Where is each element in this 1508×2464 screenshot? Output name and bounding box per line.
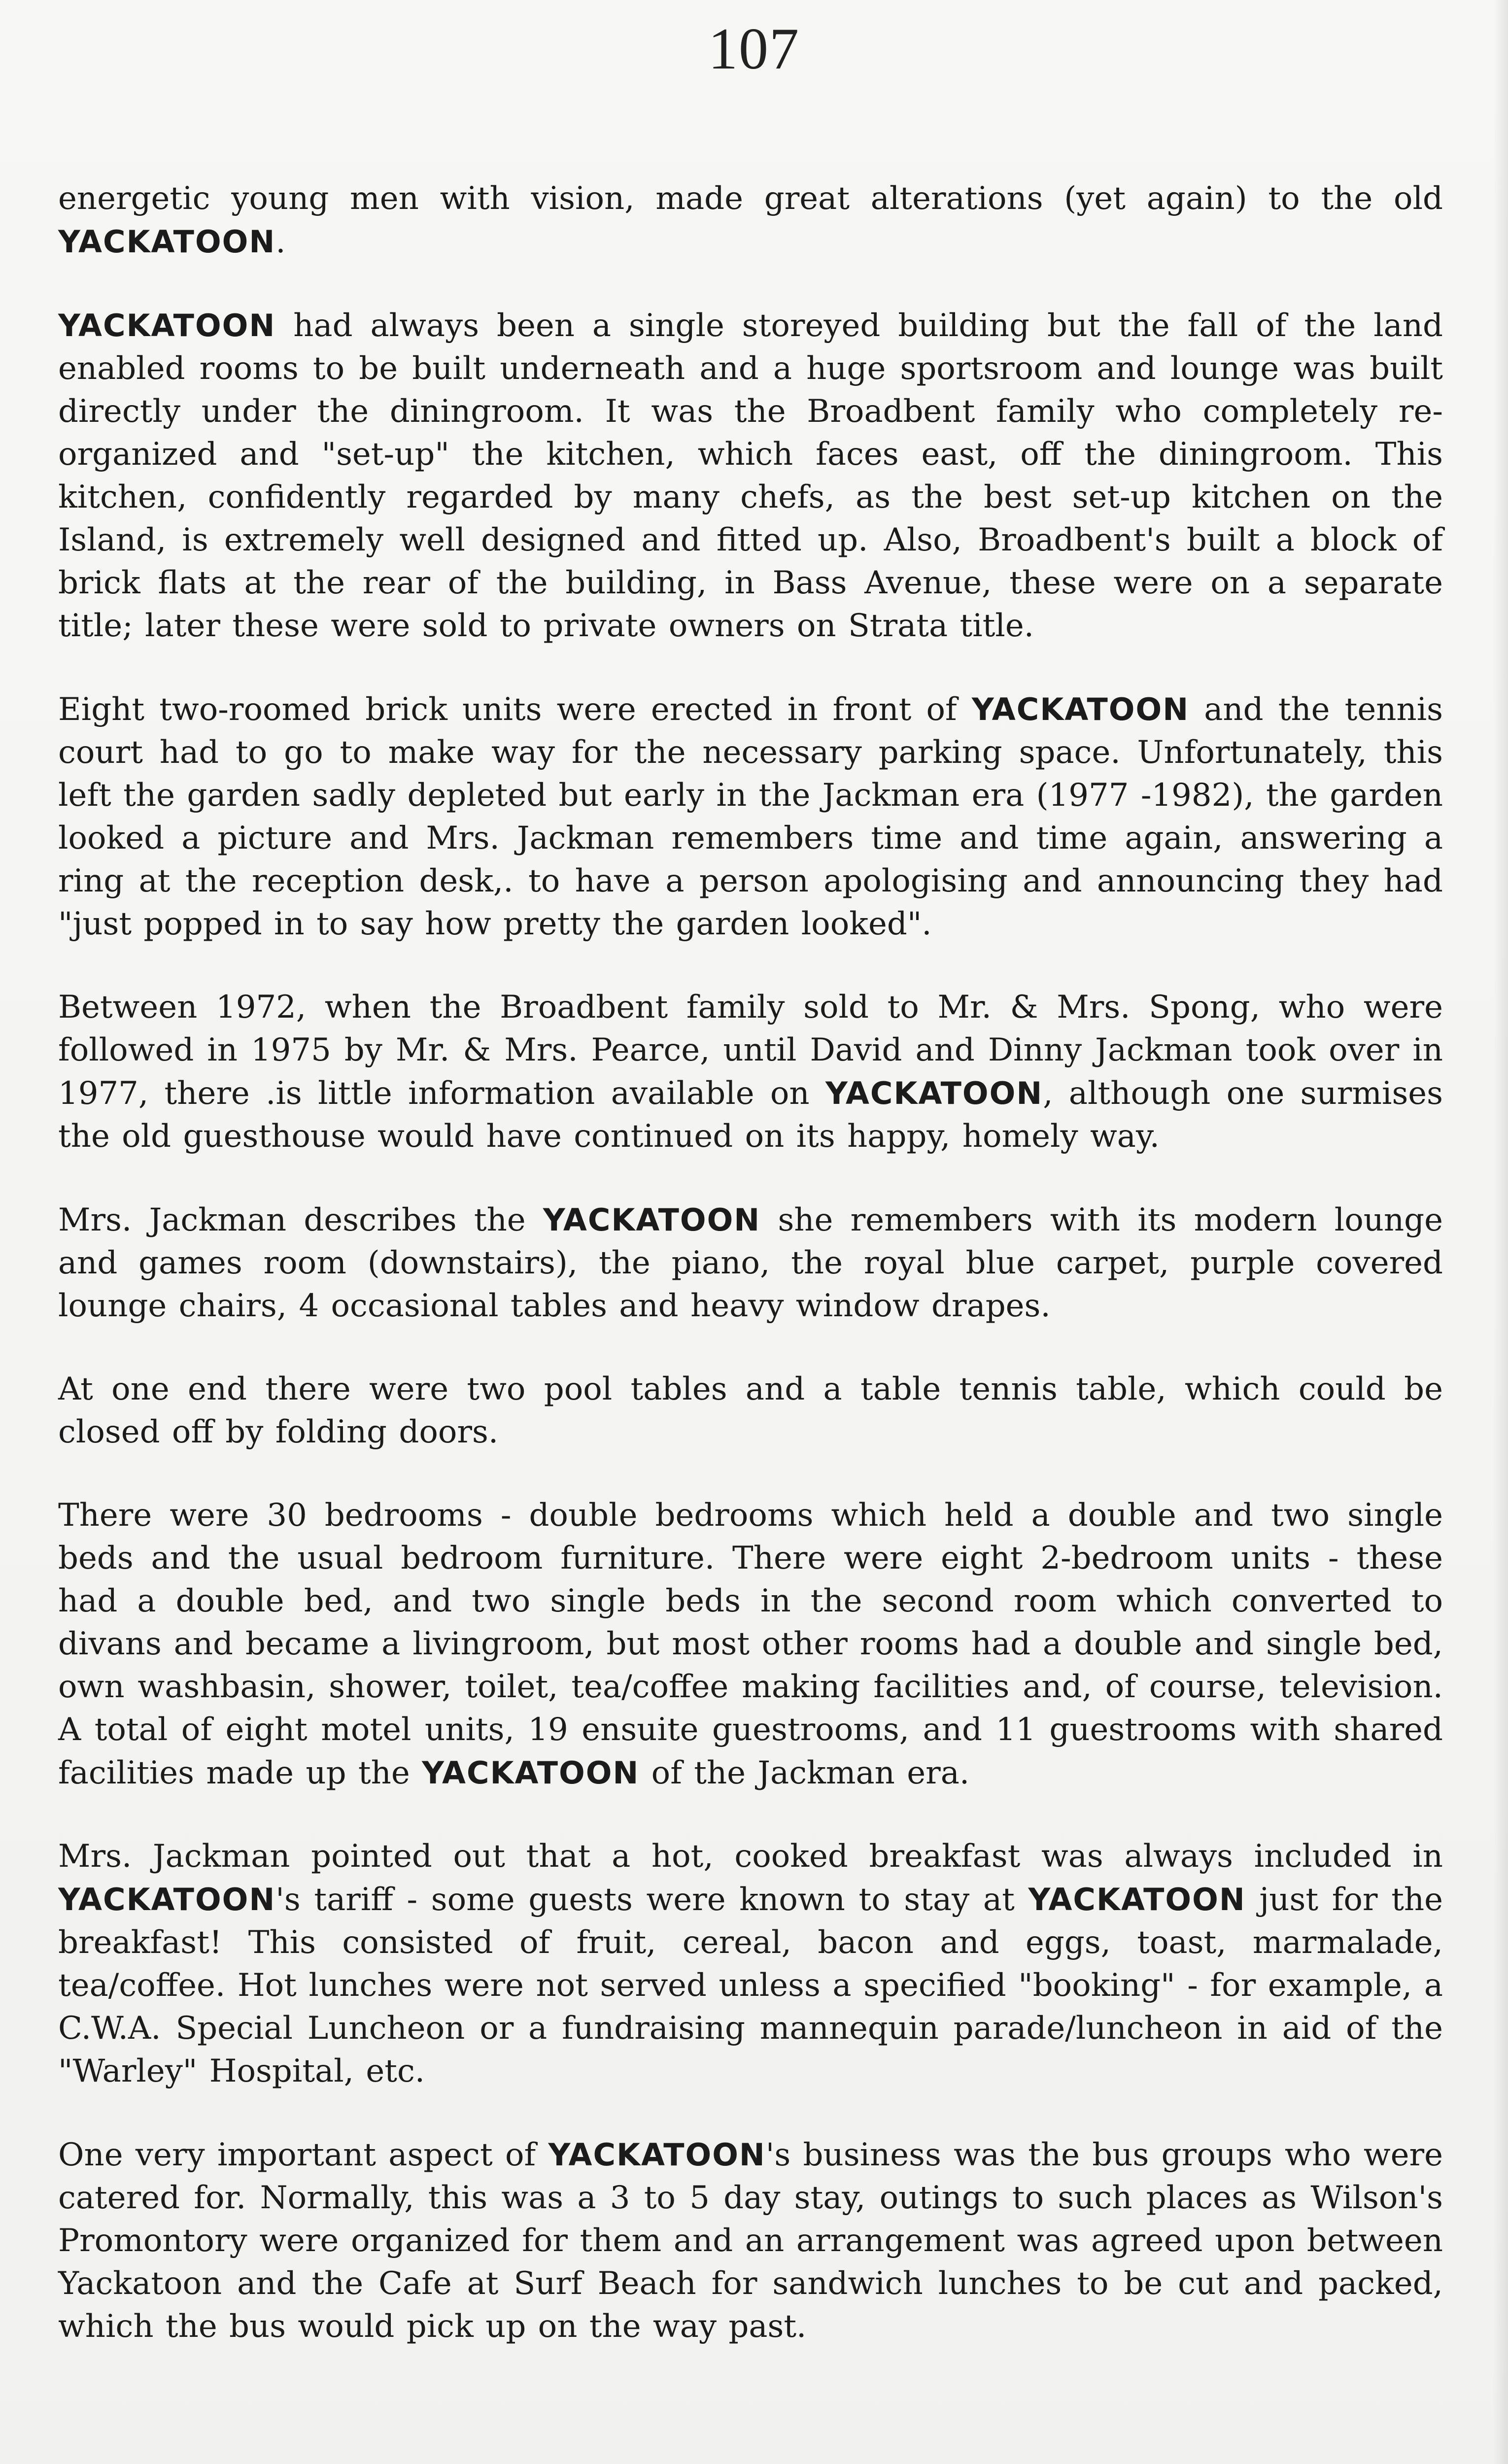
paragraph-5 [58, 1198, 1443, 1328]
paragraph-9 [58, 2133, 1443, 2348]
text-run: had always been a single storeyed building but the fall of the land enabled rooms to be built underneath and a huge sportsroom and lounge was built directly under the diningroom. It was the Broadbent family who completely re-organized and "set-up" the kitchen, which faces east, off the diningroom. This kitchen, confidently regarded by many chefs, as the best set-up kitchen on the Island, is extremely well designed and fitted up. Also, Broadbent's built a block of brick flats at the rear of the building, in Bass Avenue, these were on a separate title; later these were sold to private owners on Strata title. [58, 308, 1443, 644]
bold-name: YACKATOON [58, 308, 276, 343]
text-run: 's tariff - some guests were known to stay at [275, 1882, 1028, 1918]
paragraph-1 [58, 177, 1443, 264]
bold-name: YACKATOON [1028, 1882, 1246, 1917]
bold-name: YACKATOON [58, 1882, 276, 1917]
text-run: Mrs. Jackman pointed out that a hot, cooked breakfast was always included in [58, 1838, 1443, 1875]
paragraph-7 [58, 1494, 1443, 1795]
text-run: of the Jackman era. [639, 1755, 970, 1791]
text-run: energetic young men with vision, made great alterations (yet again) to the old [58, 180, 1443, 217]
text-run: , although one surmises the old guesthouse would have continued on its happy, homely way. [58, 1075, 1443, 1155]
text-run: Between 1972, when the Broadbent family sold to Mr. & Mrs. Spong, who were followed in 1975 by Mr. & Mrs. Pearce, until David and Dinny Jackman took over in 1977, there .is little information available on [58, 989, 1443, 1112]
paragraph-3 [58, 688, 1443, 946]
bold-name: YACKATOON [543, 1202, 761, 1238]
text-run: and the tennis court had to go to make way for the necessary parking space. Unfortunately, this left the garden sadly depleted but early in the Jackman era (1977 -1982), the garden looked a picture and Mrs. Jackman remembers time and time again, answering a ring at the reception desk,. to have a person apologising and announcing they had "just popped in to say how pretty the garden looked". [58, 691, 1443, 942]
text-run: 's business was the bus groups who were catered for. Normally, this was a 3 to 5 day stay, outings to such places as Wilson's Promontory were organized for them and an arrangement was agreed upon between Yackatoon and the Cafe at Surf Beach for sandwich lunches to be cut and packed, which the bus would pick up on the way past. [58, 2137, 1443, 2345]
page-body [58, 177, 1443, 2389]
text-run: just for the breakfast! This consisted of fruit, cereal, bacon and eggs, toast, marmalade, tea/coffee. Hot lunches were not served unless a specified "booking" - for example, a C.W.A. Special Luncheon or a fundraising mannequin parade/luncheon in aid of the "Warley" Hospital, etc. [58, 1882, 1443, 2089]
text-run: There were 30 bedrooms - double bedrooms which held a double and two single beds and the usual bedroom furniture. There were eight 2-bedroom units - these had a double bed, and two single beds in the second room which converted to divans and became a livingroom, but most other rooms had a double and single bed, own washbasin, shower, toilet, tea/coffee making facilities and, of course, television. A total of eight motel units, 19 ensuite guestrooms, and 11 guestrooms with shared facilities made up the [58, 1497, 1443, 1791]
page-edge-shadow [1493, 0, 1508, 2464]
text-run: At one end there were two pool tables and a table tennis table, which could be closed off by folding doors. [58, 1371, 1443, 1450]
paragraph-4 [58, 986, 1443, 1158]
text-run: One very important aspect of [58, 2137, 548, 2173]
text-run: . [275, 224, 286, 260]
bold-name: YACKATOON [422, 1755, 640, 1791]
bold-name: YACKATOON [825, 1075, 1043, 1111]
bold-name: YACKATOON [548, 2137, 766, 2173]
paragraph-8 [58, 1835, 1443, 2093]
text-run: Mrs. Jackman describes the [58, 1202, 543, 1238]
text-run: Eight two-roomed brick units were erected in front of [58, 691, 972, 728]
bold-name: YACKATOON [58, 224, 276, 260]
page-number: 107 [708, 16, 800, 81]
bold-name: YACKATOON [971, 691, 1190, 727]
text-run: she remembers with its modern lounge and games room (downstairs), the piano, the royal blue carpet, purple covered lounge chairs, 4 occasional tables and heavy window drapes. [58, 1202, 1443, 1324]
paragraph-2 [58, 304, 1443, 648]
paragraph-6 [58, 1368, 1443, 1454]
